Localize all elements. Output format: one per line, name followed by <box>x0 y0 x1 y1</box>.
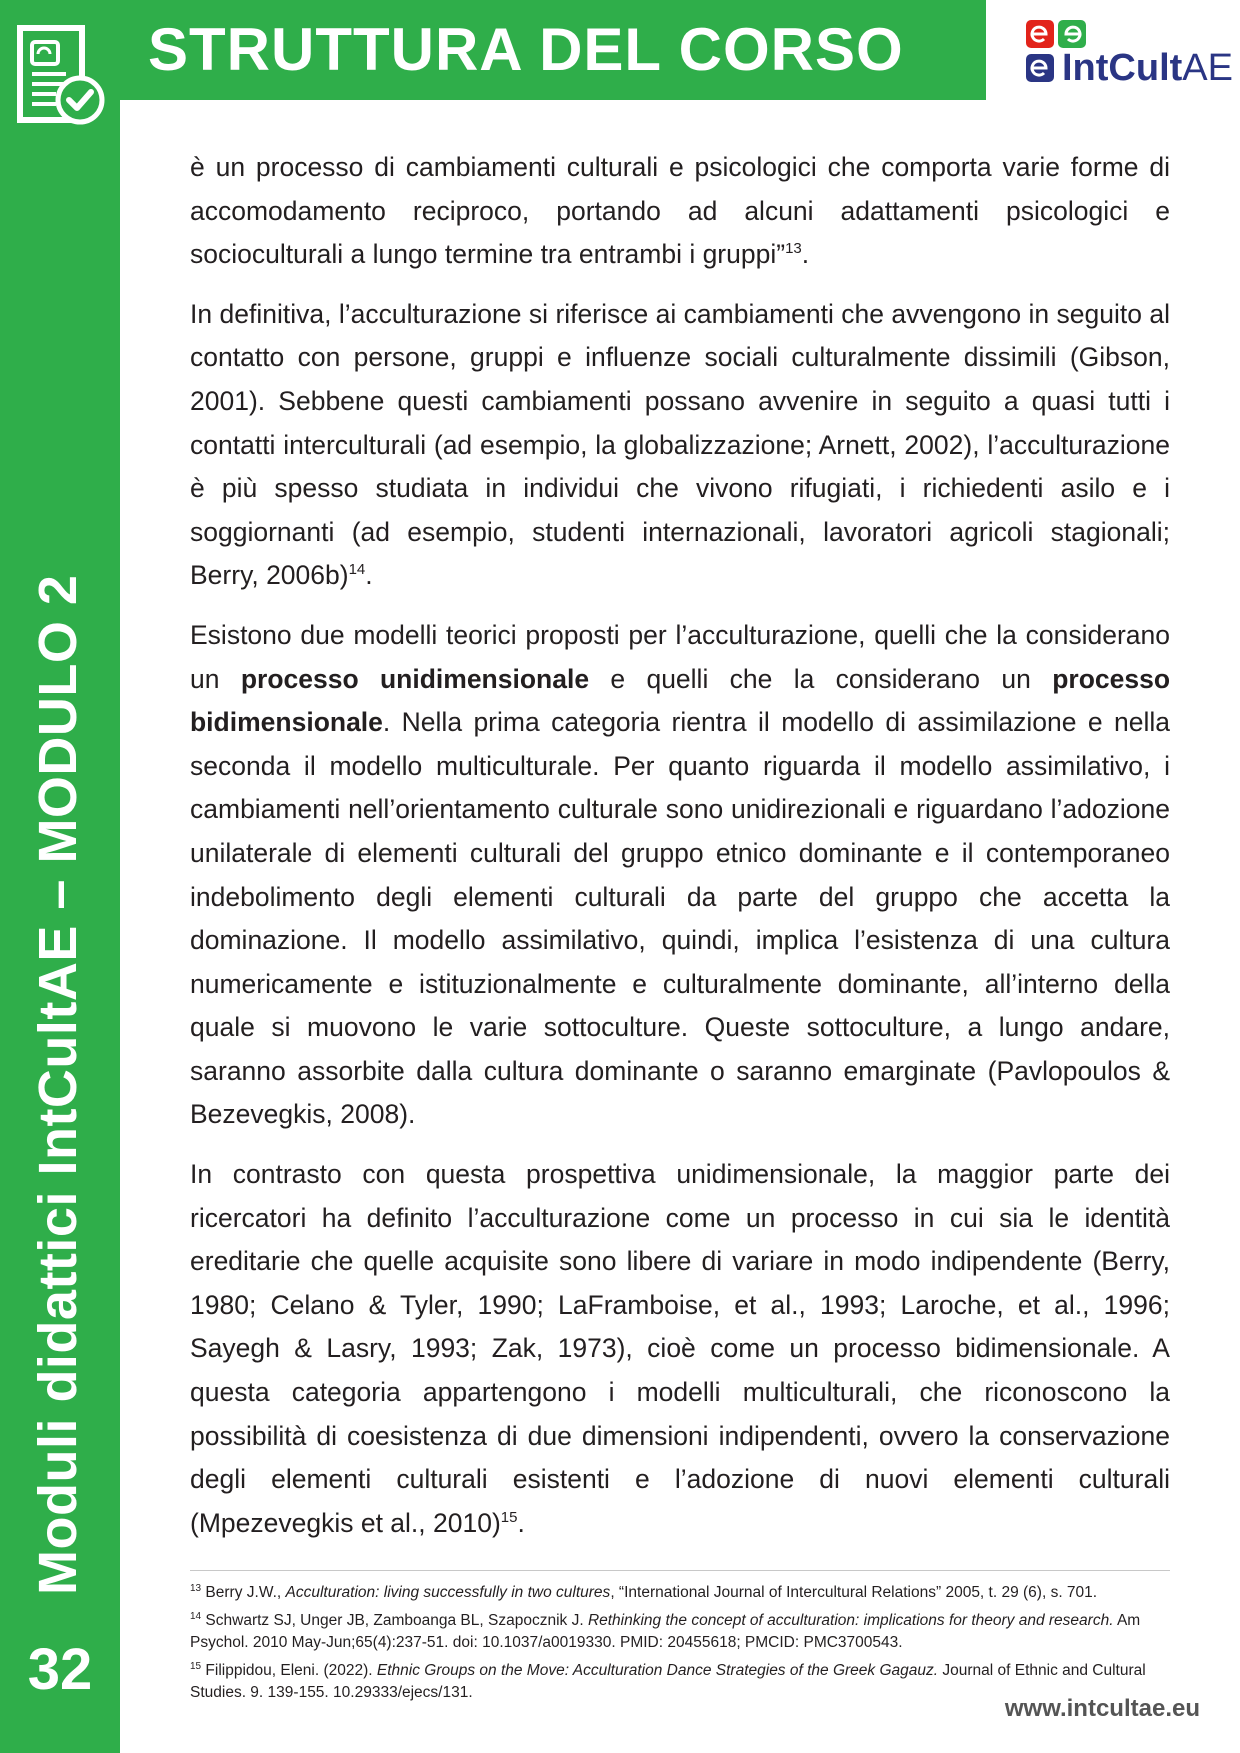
document-check-icon <box>16 24 106 132</box>
website-link[interactable]: www.intcultae.eu <box>1004 1695 1200 1722</box>
paragraph-2-text: In definitiva, l’acculturazione si riferisce ai cambiamenti che avvengono in seguito al contatto con persone, gruppi e influenze sociali culturalmente dissimili (Gibson, 2001). Sebbene questi cambiamenti possano avvenire in seguito a quasi tutti i contatti interculturali (ad esempio, la globalizzazione; Arnett, 2002), l’acculturazione è più spesso studiata in individui che vivono rifugiati, i richiedenti asilo e i soggiornanti (ad esempio, studenti internazionali, lavoratori agricoli stagionali; Berry, 2006b) <box>190 298 1170 591</box>
footnote-number: 13 <box>190 1582 202 1594</box>
footnote-text: Schwartz SJ, Unger JB, Zamboanga BL, Szapocznik J. <box>201 1612 588 1629</box>
intcultae-logo <box>1024 18 1233 90</box>
paragraph-1-text: è un processo di cambiamenti culturali e psicologici che comporta varie forme di accomodamento reciproco, portando ad alcuni adattamenti psicologici e socioculturali a lungo termine tra entrambi i gruppi” <box>190 152 1170 270</box>
footnote-ref-14[interactable]: 14 <box>348 561 366 579</box>
footnote-text: Filippidou, Eleni. (2022). <box>201 1662 377 1679</box>
sidebar <box>0 0 120 1753</box>
footnote-title: Ethnic Groups on the Move: Acculturation Dance Strategies of the Greek Gagauz. <box>376 1662 939 1679</box>
paragraph-1-end: . <box>801 239 810 270</box>
paragraph-4-text: In contrasto con questa prospettiva unidimensionale, la maggior parte dei ricercatori ha definito l’acculturazione come un processo in cui sia le identità ereditarie che quelle acquisite sono libere di variare in modo indipendente (Berry, 1980; Celano & Tyler, 1990; LaFramboise, et al., 1993; Laroche, et al., 1996; Sayegh & Lasry, 1993; Zak, 1973), cioè come un processo bidimensionale. A questa categoria appartengono i modelli multiculturali, che riconoscono la possibilità di coesistenza di due dimensioni indipendenti, ovvero la conservazione degli elementi culturali esistenti e l’adozione di nuovi elementi culturali (Mpezevegkis et al., 2010) <box>190 1159 1170 1538</box>
footnote-number: 14 <box>190 1610 202 1622</box>
logo-brand-bold: IntCult <box>1062 47 1183 89</box>
footnote-13 <box>190 1582 1170 1604</box>
paragraph-3-text-c: . Nella prima categoria rientra il modello di assimilazione e nella seconda il modello multiculturale. Per quanto riguarda il modello assimilativo, i cambiamenti nell’orientamento culturale sono unidirezionali e riguardano l’adozione unilaterale di elementi culturali del gruppo etnico dominante e il contemporaneo indebolimento degli elementi culturali da parte del gruppo che accetta la dominazione. Il modello assimilativo, quindi, implica l’esistenza di una cultura numericamente e istituzionalmente e culturalmente dominante, all’interno della quale si muovono le varie sottoculture. Queste sottoculture, a lungo andare, saranno assorbite dalla cultura dominante o saranno emarginate (Pavlopoulos & Bezevegkis, 2008). <box>190 707 1170 1130</box>
footnote-text: , “International Journal of Intercultural Relations” 2005, t. 29 (6), s. 701. <box>610 1584 1098 1601</box>
term-unidimensional: processo unidimensionale <box>240 663 590 694</box>
paragraph-2 <box>190 293 1170 598</box>
paragraph-3-text-a: Esistono due modelli teorici proposti per l’acculturazione, quelli che la considerano un <box>190 619 1170 694</box>
footnote-divider <box>190 1570 1170 1571</box>
logo-brand-light: AE <box>1182 47 1233 89</box>
footnote-number: 15 <box>190 1660 202 1672</box>
paragraph-3 <box>190 614 1170 1137</box>
footnotes <box>190 1582 1170 1710</box>
footnote-text: Journal of Ethnic and Cultural Studies. 9. 139-155. 10.29333/ejecs/131. <box>190 1662 1146 1701</box>
page-number: 32 <box>27 1637 93 1702</box>
footnote-text: Am Psychol. 2010 May-Jun;65(4):237-51. doi: 10.1037/a0019330. PMID: 20455618; PMCID: PMC3700543. <box>190 1612 1141 1651</box>
paragraph-3-text-b: e quelli che la considerano un <box>589 663 1053 694</box>
vertical-module-title: Moduli didattici IntCultAE – MODULO 2 <box>28 574 88 1595</box>
paragraph-4-end: . <box>517 1507 525 1538</box>
term-bidimensional: processo bidimensionale <box>190 663 1171 738</box>
footnote-text: Berry J.W., <box>201 1584 286 1601</box>
footnote-14 <box>190 1610 1170 1654</box>
header-bar <box>120 0 986 100</box>
footnote-ref-13[interactable]: 13 <box>785 240 802 258</box>
main-text <box>190 146 1170 1561</box>
logo-wordmark <box>1062 46 1233 90</box>
footnote-title: Rethinking the concept of acculturation: implications for theory and research. <box>587 1612 1114 1629</box>
page-title: STRUTTURA DEL CORSO <box>148 16 904 83</box>
paragraph-4 <box>190 1153 1170 1545</box>
paragraph-2-end: . <box>365 560 373 591</box>
footnote-ref-15[interactable]: 15 <box>500 1508 518 1526</box>
footnote-title: Acculturation: living successfully in two cultures <box>285 1584 611 1601</box>
paragraph-1 <box>190 146 1170 277</box>
